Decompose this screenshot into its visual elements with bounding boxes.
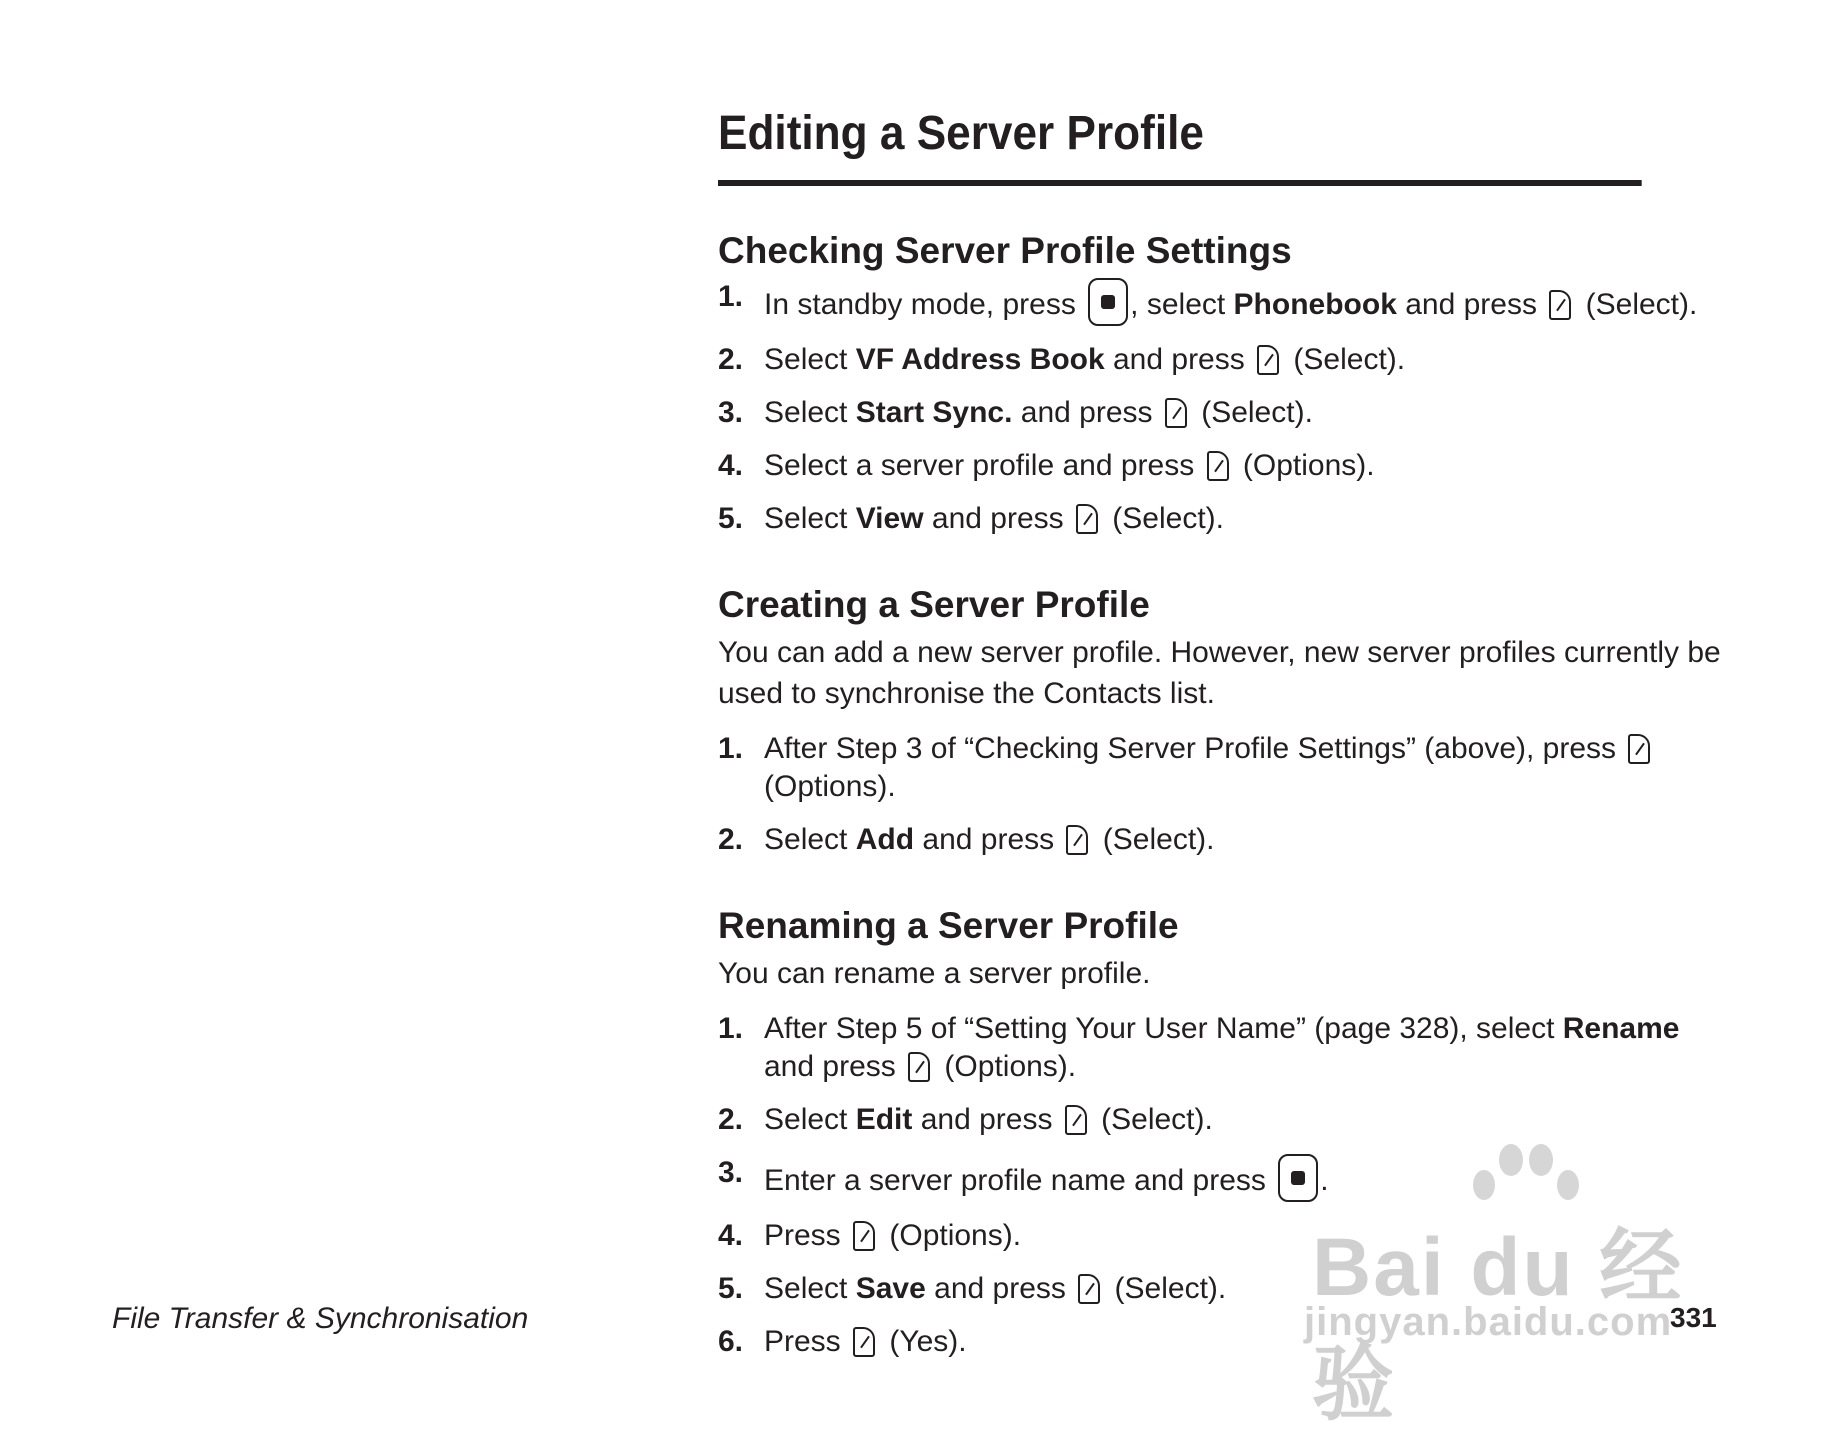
menu-term: Save xyxy=(855,1272,926,1305)
section-intro: You can add a new server profile. However, new server profiles currently be used to synchronise the Contacts list. xyxy=(718,636,1721,710)
step-number: 4. xyxy=(718,449,744,482)
menu-term: Rename xyxy=(1562,1012,1680,1045)
section xyxy=(718,226,1722,538)
section xyxy=(718,901,1722,1361)
step-number: 2. xyxy=(718,823,744,856)
menu-term: Edit xyxy=(855,1103,913,1136)
step-item: 1. After Step 5 of “Setting Your User Name” (page 328), select Rename and press (Options). xyxy=(718,1012,1680,1083)
section-heading: Creating a Server Profile xyxy=(718,584,1150,625)
select-key-icon xyxy=(1165,398,1187,428)
footer-chapter: File Transfer & Synchronisation xyxy=(112,1302,529,1335)
section xyxy=(718,580,1722,859)
select-key-icon xyxy=(1066,825,1088,855)
step-item: 3. Select Start Sync. and press (Select). xyxy=(718,394,1722,432)
step-number: 1. xyxy=(718,1012,744,1045)
step-item: 1. In standby mode, press , select Phonebook and press (Select). xyxy=(718,278,1722,326)
page-content xyxy=(718,100,1722,1376)
step-item: 2. Select Edit and press (Select). xyxy=(718,1101,1722,1139)
step-number: 2. xyxy=(718,343,744,376)
select-key-icon xyxy=(1549,290,1571,320)
menu-term: Add xyxy=(855,823,915,856)
select-key-icon xyxy=(1628,734,1650,764)
step-item: 3. Enter a server profile name and press . xyxy=(718,1154,1722,1202)
step-item: 4. Press (Options). xyxy=(718,1217,1722,1255)
center-key-icon xyxy=(1088,278,1128,326)
step-item: 4. Select a server profile and press (Options). xyxy=(718,447,1722,485)
step-item: 5. Select Save and press (Select). xyxy=(718,1270,1722,1308)
section-heading: Renaming a Server Profile xyxy=(718,905,1179,946)
section-heading: Checking Server Profile Settings xyxy=(718,230,1292,271)
select-key-icon xyxy=(1076,504,1098,534)
step-number: 2. xyxy=(718,1103,744,1136)
step-item: 5. Select View and press (Select). xyxy=(718,500,1722,538)
select-key-icon xyxy=(853,1221,875,1251)
page-number: 331 xyxy=(1670,1302,1717,1333)
step-number: 3. xyxy=(718,1156,744,1189)
menu-term: View xyxy=(855,502,924,535)
menu-term: VF Address Book xyxy=(855,343,1105,376)
step-number: 5. xyxy=(718,1272,744,1305)
step-list xyxy=(718,1010,1722,1361)
step-number: 1. xyxy=(718,280,744,313)
page-title: Editing a Server Profile xyxy=(718,100,1642,186)
step-number: 5. xyxy=(718,502,744,535)
select-key-icon xyxy=(1257,345,1279,375)
select-key-icon xyxy=(908,1052,930,1082)
step-number: 3. xyxy=(718,396,744,429)
step-number: 6. xyxy=(718,1325,744,1358)
step-item: 2. Select VF Address Book and press (Select). xyxy=(718,341,1722,379)
step-list xyxy=(718,730,1722,859)
step-item: 6. Press (Yes). xyxy=(718,1323,1722,1361)
step-number: 4. xyxy=(718,1219,744,1252)
select-key-icon xyxy=(853,1327,875,1357)
watermark-brand: Bai du 经验 xyxy=(1312,1222,1684,1430)
step-number: 1. xyxy=(718,732,744,765)
select-key-icon xyxy=(1207,451,1229,481)
menu-term: Phonebook xyxy=(1233,288,1397,321)
sections-container xyxy=(718,226,1722,1361)
menu-term: Start Sync. xyxy=(855,396,1013,429)
section-intro: You can rename a server profile. xyxy=(718,957,1151,990)
watermark-url: jingyan.baidu.com xyxy=(1304,1300,1673,1344)
step-list xyxy=(718,278,1722,538)
center-key-icon xyxy=(1278,1154,1318,1202)
step-item: 1. After Step 3 of “Checking Server Profile Settings” (above), press (Options). xyxy=(718,730,1722,806)
select-key-icon xyxy=(1065,1105,1087,1135)
select-key-icon xyxy=(1078,1274,1100,1304)
step-item: 2. Select Add and press (Select). xyxy=(718,821,1722,859)
